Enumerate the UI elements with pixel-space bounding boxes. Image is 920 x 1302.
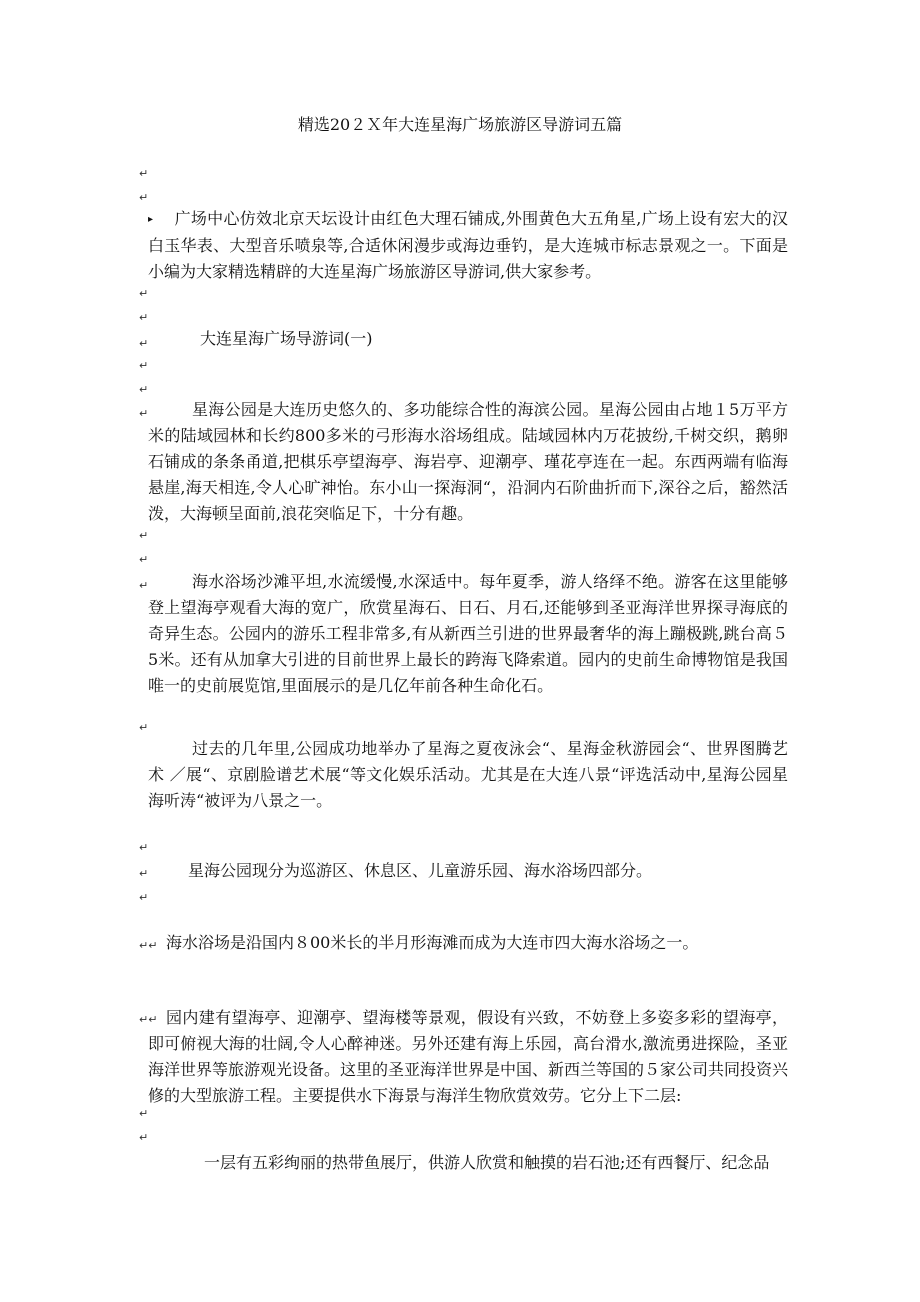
paragraph-mark: ↵: [139, 407, 149, 420]
paragraph-mark: ↵: [139, 1131, 149, 1144]
events-paragraph: 过去的几年里,公园成功地举办了星海之夏夜泳会“、星海金秋游园会“、世界图腾艺术 ／展“、京剧脸谱艺术展“等文化娱乐活动。尤其是在大连八景“评选活动中,星海公园星海听涛“被评为八景之一。: [148, 739, 788, 810]
intro-text: 广场中心仿效北京天坛设计由红色大理石铺成,外围黄色大五角星,广场上设有宏大的汉白玉华表、大型音乐喷泉等,合适休闲漫步或海边垂钓，是大连城市标志景观之一。下面是小编为大家精选精辟的大连星海广场旅游区导游词,供大家参考。: [148, 209, 788, 281]
paragraph-mark: ↵: [139, 867, 149, 880]
paragraph-mark: ↵: [139, 891, 149, 904]
paragraph-mark: ↵: [139, 383, 149, 396]
beach-paragraph: 海水浴场沙滩平坦,水流缓慢,水深适中。每年夏季，游人络绎不绝。游客在这里能够登上望海亭观看大海的宽广，欣赏星海石、日石、月石,还能够到圣亚海洋世界探寻海底的奇异生态。公园内的游乐工程非常多,有从新西兰引进的世界最奢华的海上蹦极跳,跳台高５5米。还有从加拿大引进的目前世界上最长的跨海飞降索道。园内的史前生命博物馆是我国唯一的史前展览馆,里面展示的是几亿年前各种生命化石。: [148, 572, 788, 695]
paragraph-mark: ↵: [139, 841, 149, 854]
paragraph-mark: ↵: [139, 311, 149, 324]
double-paragraph-mark: ↵↵: [139, 939, 158, 952]
paragraph-mark: ↵: [139, 287, 149, 300]
paragraph-mark: ↵: [139, 579, 149, 592]
bullet-mark: ▸: [148, 213, 154, 225]
first-floor-paragraph: 一层有五彩绚丽的热带鱼展厅，供游人欣赏和触摸的岩石池;还有西餐厅、纪念品: [204, 1153, 770, 1172]
paragraph-mark: ↵: [139, 337, 149, 350]
paragraph-mark: ↵: [139, 721, 149, 734]
section-heading: 大连星海广场导游词(一): [200, 329, 373, 348]
park-intro-paragraph: 星海公园是大连历史悠久的、多功能综合性的海滨公园。星海公园由占地１5万平方米的陆域园林和长约800多米的弓形海水浴场组成。陆域园林内万花披纷,千树交织，鹅卵石铺成的条条甬道,把棋乐亭望海亭、海岩亭、迎潮亭、瑾花亭连在一起。东西两端有临海悬崖,海天相连,令人心旷神怡。东小山一探海洞“，沿洞内石阶曲折而下,深谷之后，豁然活泼，大海顿呈面前,浪花突临足下，十分有趣。: [148, 400, 788, 523]
facilities-paragraph: 园内建有望海亭、迎潮亭、望海楼等景观，假设有兴致，不妨登上多姿多彩的望海亭，即可俯视大海的壮阔,令人心醉神迷。另外还建有海上乐园，高台滑水,激流勇进探险，圣亚海洋世界等旅游观光设备。这里的圣亚海洋世界是中国、新西兰等国的５家公司共同投资兴修的大型旅游工程。主要提供水下海景与海洋生物欣赏效劳。它分上下二层:: [148, 1008, 789, 1105]
double-paragraph-mark: ↵↵: [139, 1013, 158, 1026]
bathing-beach-paragraph: 海水浴场是沿国内８00米长的半月形海滩而成为大连市四大海水浴场之一。: [166, 933, 699, 952]
paragraph-mark: ↵: [139, 529, 149, 542]
paragraph-mark: ↵: [139, 1107, 149, 1120]
intro-paragraph: [148, 206, 788, 285]
paragraph-mark: ↵: [139, 553, 149, 566]
page-title: 精选20２Ｘ年大连星海广场旅游区导游词五篇: [297, 115, 623, 134]
paragraph-mark: ↵: [139, 167, 149, 180]
areas-paragraph: 星海公园现分为巡游区、休息区、儿童游乐园、海水浴场四部分。: [188, 861, 653, 880]
paragraph-mark: ↵: [139, 359, 149, 372]
paragraph-mark: ↵: [139, 191, 149, 204]
